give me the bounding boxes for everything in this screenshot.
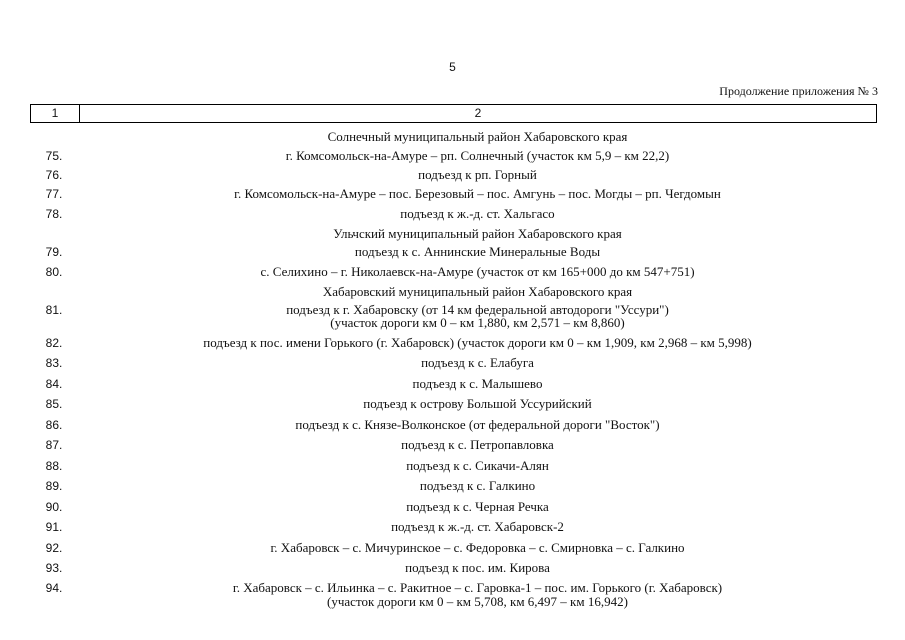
row-text-line2: (участок дороги км 0 – км 5,708, км 6,497 – км 16,942) [327, 594, 628, 609]
row-text: г. Комсомольск-на-Амуре – рп. Солнечный (участок км 5,9 – км 22,2) [285, 148, 670, 163]
row-number: 82. [45, 336, 63, 350]
row-number: 83. [45, 356, 63, 370]
row-number: 78. [45, 207, 63, 221]
row-number: 92. [45, 541, 63, 555]
row-text: подъезд к с. Малышево [412, 376, 543, 391]
row-text: подъезд к с. Елабуга [421, 355, 534, 370]
row-number: 94. [45, 581, 63, 595]
row-number: 89. [45, 479, 63, 493]
header-col-2: 2 [474, 106, 482, 120]
table-header [30, 104, 877, 123]
section-heading: Ульчский муниципальный район Хабаровского края [333, 226, 622, 241]
row-number: 90. [45, 500, 63, 514]
row-text: подъезд к рп. Горный [418, 167, 537, 182]
row-number: 85. [45, 397, 63, 411]
row-text: г. Хабаровск – с. Ильинка – с. Ракитное – с. Гаровка-1 – пос. им. Горького (г. Хабаровск) [232, 580, 723, 595]
row-text: подъезд к с. Сикачи-Алян [406, 458, 549, 473]
row-number: 76. [45, 168, 63, 182]
row-number: 86. [45, 418, 63, 432]
row-number: 77. [45, 187, 63, 201]
row-number: 81. [45, 303, 63, 317]
page-number: 5 [449, 60, 456, 74]
row-number: 75. [45, 149, 63, 163]
row-text: подъезд к ж.-д. ст. Хальгасо [400, 206, 555, 221]
row-text-line2: (участок дороги км 0 – км 1,880, км 2,571 – км 8,860) [330, 315, 625, 330]
row-number: 88. [45, 459, 63, 473]
header-col-1: 1 [31, 105, 80, 122]
row-text: подъезд к с. Князе-Волконское (от федеральной дороги "Восток") [295, 417, 660, 432]
row-text: подъезд к ж.-д. ст. Хабаровск-2 [391, 519, 564, 534]
row-number: 80. [45, 265, 63, 279]
row-number: 87. [45, 438, 63, 452]
row-text: г. Комсомольск-на-Амуре – пос. Березовый – пос. Амгунь – пос. Могды – рп. Чегдомын [234, 186, 721, 201]
row-number: 84. [45, 377, 63, 391]
row-text: подъезд к пос. им. Кирова [405, 560, 550, 575]
row-text: подъезд к с. Петропавловка [401, 437, 554, 452]
row-text: подъезд к г. Хабаровску (от 14 км федеральной автодороги "Уссури") [286, 302, 669, 317]
section-heading: Солнечный муниципальный район Хабаровского края [327, 129, 628, 144]
row-number: 79. [45, 245, 63, 259]
row-text: подъезд к острову Большой Уссурийский [363, 396, 592, 411]
row-text: подъезд к с. Аннинские Минеральные Воды [354, 244, 601, 259]
row-text: подъезд к пос. имени Горького (г. Хабаровск) (участок дороги км 0 – км 1,909, км 2,968 – км 5,998) [203, 335, 752, 350]
row-number: 91. [45, 520, 63, 534]
continuation-label: Продолжение приложения № 3 [719, 84, 878, 98]
row-text: подъезд к с. Черная Речка [406, 499, 549, 514]
row-number: 93. [45, 561, 63, 575]
row-text: г. Хабаровск – с. Мичуринское – с. Федоровка – с. Смирновка – с. Галкино [270, 540, 685, 555]
row-text: с. Селихино – г. Николаевск-на-Амуре (участок от км 165+000 до км 547+751) [260, 264, 695, 279]
section-heading: Хабаровский муниципальный район Хабаровского края [322, 284, 633, 299]
row-text: подъезд к с. Галкино [419, 478, 536, 493]
